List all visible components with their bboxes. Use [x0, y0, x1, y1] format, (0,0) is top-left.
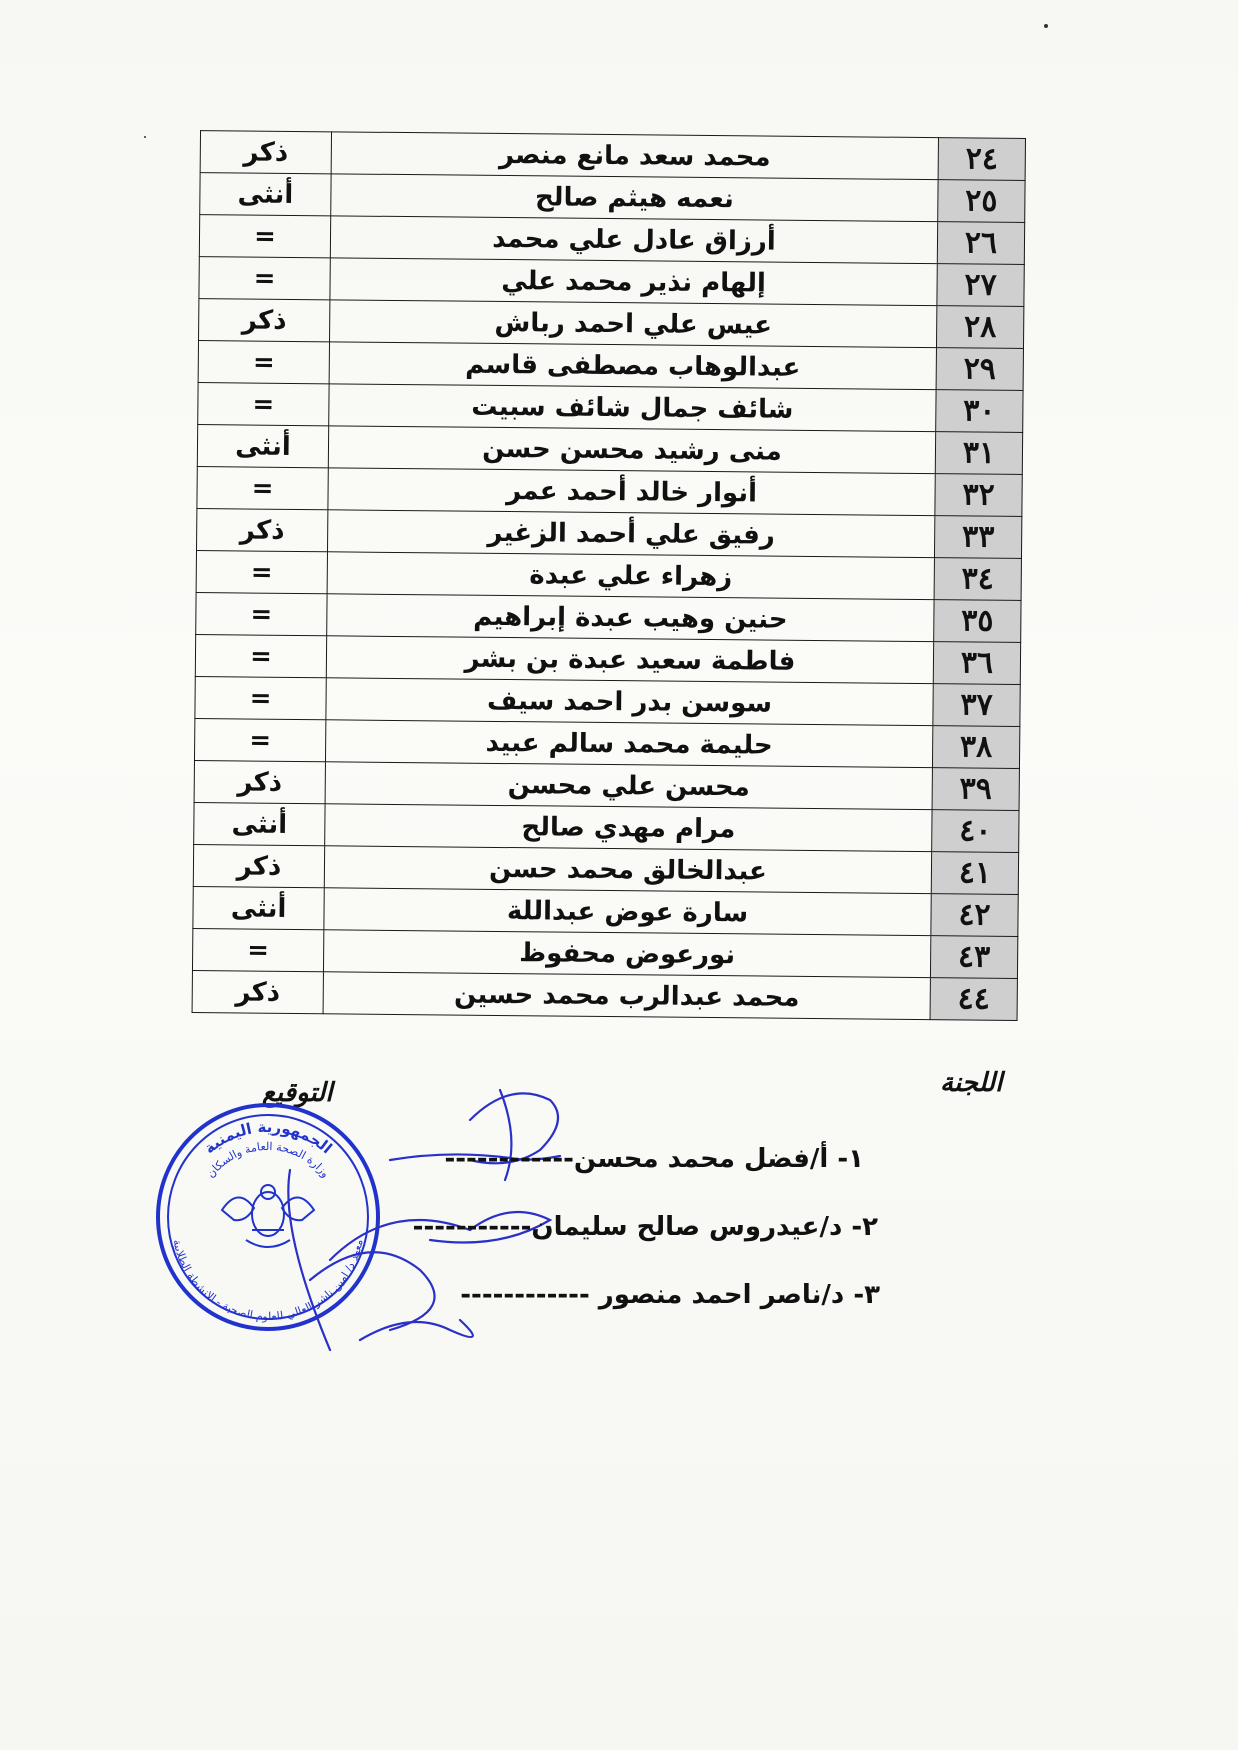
student-gender: = — [195, 677, 326, 720]
student-name: رفيق علي أحمد الزغير — [327, 510, 934, 558]
student-gender: = — [197, 467, 328, 510]
student-name: عيس علي احمد رباش — [330, 300, 937, 348]
row-number: ٢٦ — [937, 222, 1024, 265]
scan-speck — [1044, 24, 1048, 28]
student-gender: = — [196, 551, 327, 594]
student-name: فاطمة سعيد عبدة بن بشر — [326, 636, 933, 684]
signature-3 — [360, 1320, 473, 1340]
row-number: ٤٠ — [932, 810, 1019, 853]
student-gender: = — [195, 635, 326, 678]
student-gender: أنثى — [193, 887, 324, 930]
student-roster-table — [192, 130, 1026, 1021]
signature-2-stroke — [310, 1252, 435, 1330]
row-number: ٢٥ — [938, 180, 1025, 223]
row-number: ٣٣ — [934, 516, 1021, 559]
student-name: سوسن بدر احمد سيف — [326, 678, 933, 726]
row-number: ٣٤ — [934, 558, 1021, 601]
row-number: ٣٧ — [933, 684, 1020, 727]
student-name: عبدالخالق محمد حسن — [324, 846, 931, 894]
student-gender: أنثى — [200, 173, 331, 216]
student-name: إلهام نذير محمد علي — [330, 258, 937, 306]
student-gender: = — [192, 929, 323, 972]
student-gender: = — [196, 593, 327, 636]
committee-label: اللجنة — [940, 1068, 1003, 1098]
roster-body — [192, 131, 1025, 1021]
signature-3-stroke — [288, 1170, 330, 1350]
row-number: ٣٠ — [936, 390, 1023, 433]
stamp-inner-text: وزارة الصحة العامة والسكان — [204, 1139, 333, 1181]
student-gender: ذكر — [193, 845, 324, 888]
row-number: ٣٢ — [935, 474, 1022, 517]
student-gender: = — [198, 341, 329, 384]
scan-speck — [144, 136, 146, 138]
student-gender: ذكر — [199, 299, 330, 342]
student-name: عبدالوهاب مصطفى قاسم — [329, 342, 936, 390]
row-number: ٣٩ — [932, 768, 1019, 811]
row-number: ٣٥ — [934, 600, 1021, 643]
signature-label: التوقيع — [262, 1078, 333, 1108]
row-number: ٢٤ — [938, 138, 1025, 181]
student-name: شائف جمال شائف سبيت — [329, 384, 936, 432]
student-name: مرام مهدي صالح — [325, 804, 932, 852]
row-number: ٤٣ — [930, 936, 1017, 979]
student-gender: = — [198, 383, 329, 426]
student-name: زهراء علي عبدة — [327, 552, 934, 600]
committee-member-2: ٢- د/عيدروس صالح سليمان----------- — [412, 1212, 878, 1242]
student-name: نورعوض محفوظ — [323, 930, 930, 978]
row-number: ٢٨ — [936, 306, 1023, 349]
row-number: ٣٨ — [932, 726, 1019, 769]
row-number: ٤١ — [931, 852, 1018, 895]
row-number: ٣٦ — [933, 642, 1020, 685]
student-gender: أنثى — [194, 803, 325, 846]
stamp-bottom-text: معهد د/ امين ناشر العالي للعلوم الصحية - الانشطة الطلابية — [170, 1238, 366, 1324]
committee-member-1: ١- أ/فضل محمد محسن------------ — [444, 1144, 864, 1174]
student-name: محمد سعد مانع منصر — [331, 132, 938, 180]
stamp-top-text: الجمهورية اليمنية — [200, 1117, 336, 1158]
student-gender: ذكر — [194, 761, 325, 804]
student-name: محسن علي محسن — [325, 762, 932, 810]
row-number: ٣١ — [935, 432, 1022, 475]
row-number: ٢٩ — [936, 348, 1023, 391]
row-number: ٢٧ — [937, 264, 1024, 307]
student-gender: = — [199, 257, 330, 300]
student-name: نعمه هيثم صالح — [331, 174, 938, 222]
row-number: ٤٢ — [931, 894, 1018, 937]
roster-row — [192, 971, 1017, 1021]
row-number: ٤٤ — [930, 978, 1017, 1021]
student-name: حليمة محمد سالم عبيد — [325, 720, 932, 768]
student-gender: ذكر — [192, 971, 323, 1014]
student-name: محمد عبدالرب محمد حسين — [323, 972, 930, 1020]
student-gender: أنثى — [197, 425, 328, 468]
student-name: منى رشيد محسن حسن — [328, 426, 935, 474]
committee-member-3: ٣- د/ناصر احمد منصور ------------ — [460, 1280, 880, 1310]
student-name: أنوار خالد أحمد عمر — [328, 468, 935, 516]
student-gender: ذكر — [200, 131, 331, 174]
student-name: حنين وهيب عبدة إبراهيم — [327, 594, 934, 642]
student-name: سارة عوض عبداللة — [324, 888, 931, 936]
student-gender: ذكر — [197, 509, 328, 552]
student-gender: = — [199, 215, 330, 258]
student-gender: = — [194, 719, 325, 762]
student-name: أرزاق عادل علي محمد — [330, 216, 937, 264]
